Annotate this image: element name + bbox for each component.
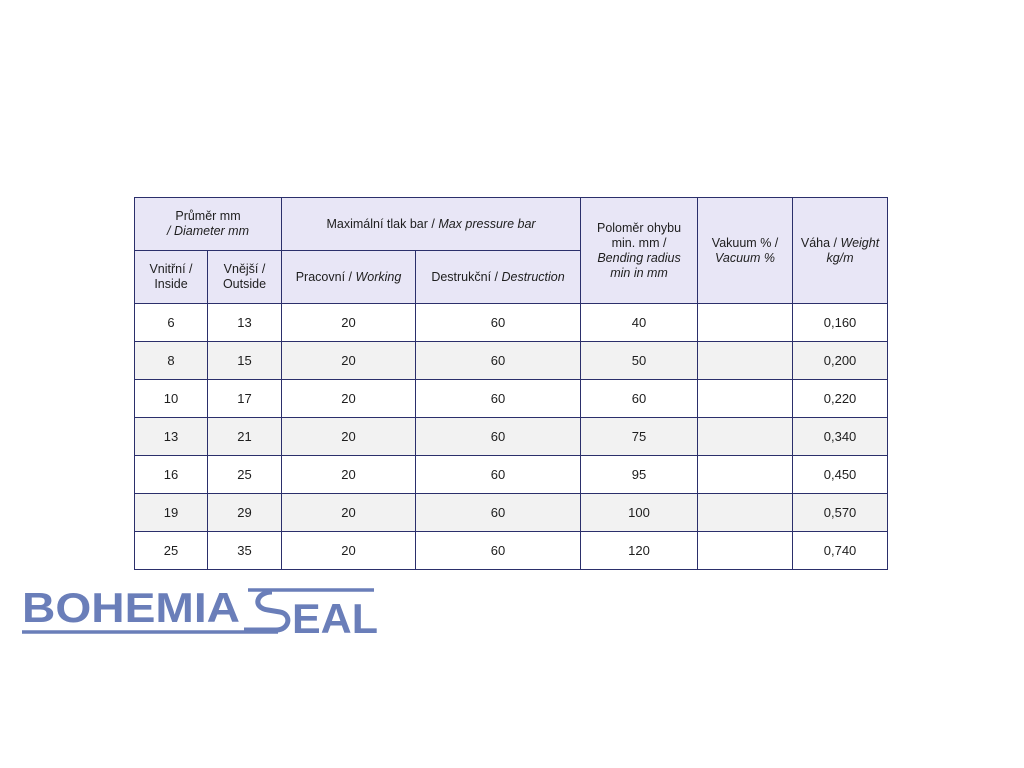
cell-bending: 75 <box>581 418 698 456</box>
cell-vacuum <box>698 304 793 342</box>
header-bending-radius <box>581 198 698 304</box>
cell-outside: 35 <box>208 532 282 570</box>
header-weight-en: Weight <box>840 235 880 250</box>
cell-bending: 95 <box>581 456 698 494</box>
header-inside-cz: Vnitřní / <box>149 262 193 276</box>
header-bending-cz2: min. mm / <box>611 235 667 250</box>
logo-graphic <box>22 586 382 642</box>
header-max-pressure <box>282 198 581 251</box>
cell-vacuum <box>698 494 793 532</box>
header-vacuum-en: Vacuum % <box>715 250 776 265</box>
table-row <box>135 304 888 342</box>
cell-weight: 0,450 <box>793 456 888 494</box>
cell-weight: 0,160 <box>793 304 888 342</box>
header-inside-en: Inside <box>154 277 188 291</box>
cell-bending: 120 <box>581 532 698 570</box>
cell-outside: 29 <box>208 494 282 532</box>
header-bending-en1: Bending radius <box>597 250 681 265</box>
cell-outside: 17 <box>208 380 282 418</box>
cell-destruction: 60 <box>416 494 581 532</box>
cell-outside: 21 <box>208 418 282 456</box>
cell-destruction: 60 <box>416 342 581 380</box>
cell-weight: 0,340 <box>793 418 888 456</box>
cell-bending: 40 <box>581 304 698 342</box>
cell-weight: 0,740 <box>793 532 888 570</box>
cell-working: 20 <box>282 494 416 532</box>
header-outside-cz: Vnější / <box>223 262 266 276</box>
cell-destruction: 60 <box>416 456 581 494</box>
cell-outside: 15 <box>208 342 282 380</box>
cell-working: 20 <box>282 380 416 418</box>
cell-working: 20 <box>282 532 416 570</box>
bohemia-seal-logo <box>22 586 382 642</box>
cell-inside: 13 <box>135 418 208 456</box>
cell-destruction: 60 <box>416 380 581 418</box>
cell-working: 20 <box>282 456 416 494</box>
cell-vacuum <box>698 342 793 380</box>
header-max-pressure-cz: Maximální tlak bar / <box>326 216 439 231</box>
cell-weight: 0,220 <box>793 380 888 418</box>
cell-bending: 50 <box>581 342 698 380</box>
cell-bending: 60 <box>581 380 698 418</box>
table-row <box>135 380 888 418</box>
cell-inside: 10 <box>135 380 208 418</box>
cell-vacuum <box>698 456 793 494</box>
cell-vacuum <box>698 532 793 570</box>
cell-destruction: 60 <box>416 304 581 342</box>
cell-inside: 16 <box>135 456 208 494</box>
cell-destruction: 60 <box>416 418 581 456</box>
header-weight <box>793 198 888 304</box>
header-diameter-en: / Diameter mm <box>167 224 249 238</box>
header-vacuum <box>698 198 793 304</box>
hose-spec-table <box>134 197 888 570</box>
header-destruction-cz: Destrukční / <box>431 269 502 284</box>
cell-outside: 25 <box>208 456 282 494</box>
cell-outside: 13 <box>208 304 282 342</box>
header-bending-cz1: Poloměr ohybu <box>596 220 682 235</box>
header-destruction <box>416 251 581 304</box>
cell-inside: 8 <box>135 342 208 380</box>
cell-working: 20 <box>282 342 416 380</box>
header-inside <box>135 251 208 304</box>
cell-inside: 19 <box>135 494 208 532</box>
table-row <box>135 532 888 570</box>
cell-inside: 25 <box>135 532 208 570</box>
cell-inside: 6 <box>135 304 208 342</box>
cell-bending: 100 <box>581 494 698 532</box>
table-row <box>135 494 888 532</box>
logo-text-bohemia: BOHEMIA <box>22 586 240 631</box>
cell-weight: 0,570 <box>793 494 888 532</box>
header-outside <box>208 251 282 304</box>
cell-working: 20 <box>282 304 416 342</box>
header-bending-en2: min in mm <box>610 265 668 280</box>
table-row <box>135 342 888 380</box>
logo-text-eal: EAL <box>292 595 378 642</box>
header-destruction-en: Destruction <box>501 269 565 284</box>
cell-working: 20 <box>282 418 416 456</box>
header-diameter <box>135 198 282 251</box>
header-outside-en: Outside <box>222 277 267 291</box>
cell-vacuum <box>698 418 793 456</box>
table-row <box>135 456 888 494</box>
header-working-en: Working <box>355 269 402 284</box>
cell-vacuum <box>698 380 793 418</box>
table-row <box>135 418 888 456</box>
header-vacuum-cz: Vakuum % / <box>711 235 779 250</box>
header-diameter-cz: Průměr mm <box>175 209 241 223</box>
header-weight-unit: kg/m <box>826 250 854 265</box>
header-working-cz: Pracovní / <box>295 269 356 284</box>
header-working <box>282 251 416 304</box>
cell-destruction: 60 <box>416 532 581 570</box>
cell-weight: 0,200 <box>793 342 888 380</box>
header-weight-cz: Váha / <box>800 235 841 250</box>
header-max-pressure-en: Max pressure bar <box>438 216 536 231</box>
